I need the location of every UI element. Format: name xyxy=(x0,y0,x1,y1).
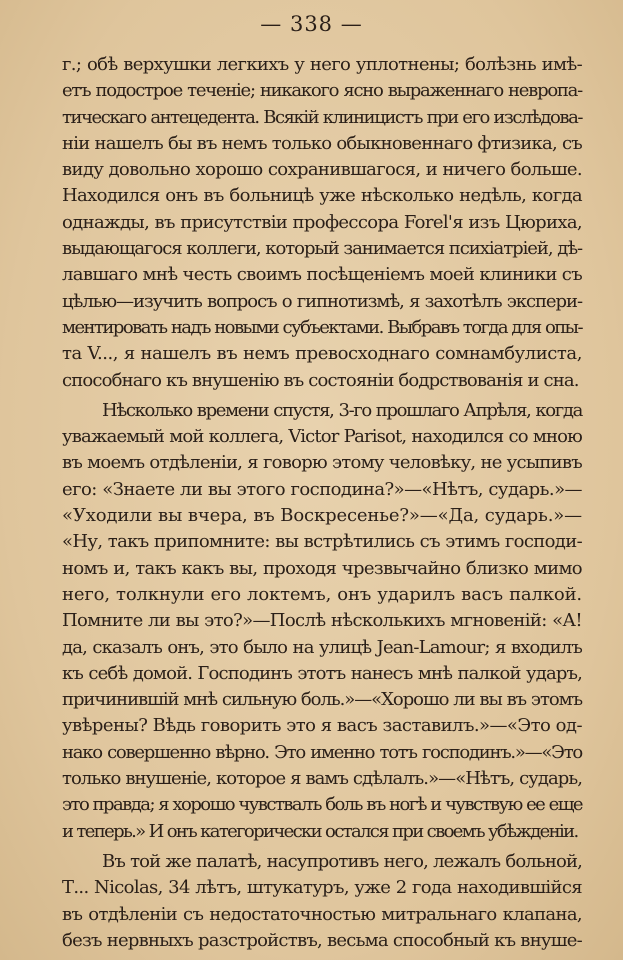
text-line: цѣлью—изучить вопросъ о гипнотизмѣ, я захотѣлъ экспери- xyxy=(62,290,582,312)
text-line: Находился онъ въ больницѣ уже нѣсколько недѣль, когда xyxy=(62,185,582,207)
text-line: его: «Знаете ли вы этого господина?»—«Нѣтъ, сударь.»— xyxy=(62,478,582,500)
text-line: въ отдѣленіи съ недостаточностью митральнаго клапана, xyxy=(62,903,582,925)
text-line: это правда; я хорошо чувствалъ боль въ ногѣ и чувствую ее еще xyxy=(62,794,582,816)
page-number: — 338 — xyxy=(260,12,363,36)
body-text xyxy=(62,52,582,954)
text-line: него, толкнули его локтемъ, онъ ударилъ васъ палкой. xyxy=(62,583,582,605)
text-line: ніи нашелъ бы въ немъ только обыкновеннаго фтизика, съ xyxy=(62,132,582,154)
text-line: «Уходили вы вчера, въ Воскресенье?»—«Да, сударь.»— xyxy=(62,505,582,527)
text-line: въ моемъ отдѣленіи, я говорю этому человѣку, не усыпивъ xyxy=(62,452,582,474)
text-line: да, сказалъ онъ, это было на улицѣ Jean-Lamour; я входилъ xyxy=(62,636,582,658)
text-line: нако совершенно вѣрно. Это именно тотъ господинъ.»—«Это xyxy=(62,741,582,763)
text-line: только внушеніе, которое я вамъ сдѣлалъ.»—«Нѣтъ, сударь, xyxy=(62,768,582,790)
text-line: выдающагося коллеги, который занимается психіатріей, дѣ- xyxy=(62,238,583,260)
text-line: «Ну, такъ припомните: вы встрѣтились съ этимъ господи- xyxy=(62,531,582,553)
text-line: Т... Nicolas, 34 лѣтъ, штукатуръ, уже 2 года находившійся xyxy=(62,877,582,899)
text-line: тическаго антецедента. Всякій клиницистъ при его изслѣдова- xyxy=(62,106,582,128)
text-line: увѣрены? Вѣдь говорить это я васъ заставилъ.»—«Это од- xyxy=(62,715,582,737)
paragraph-start-line: Въ той же палатѣ, насупротивъ него, лежалъ больной, xyxy=(102,850,582,872)
text-line: къ себѣ домой. Господинъ этотъ нанесъ мнѣ палкой ударъ, xyxy=(62,662,582,684)
text-line: г.; обѣ верхушки легкихъ у него уплотнены; болѣзнь имѣ- xyxy=(62,54,582,75)
text-line: виду довольно хорошо сохранившагося, и ничего больше. xyxy=(62,159,582,181)
text-line: етъ подострое теченіе; никакого ясно выраженнаго невропа- xyxy=(62,80,582,102)
text-line: причинившій мнѣ сильную боль.»—«Хорошо ли вы въ этомъ xyxy=(62,689,582,711)
text-line: та V..., я нашелъ въ немъ превосходнаго сомнамбулиста, xyxy=(62,343,582,365)
text-line: безъ нервныхъ разстройствъ, весьма способный къ внуше- xyxy=(62,929,582,951)
text-line: номъ и, такъ какъ вы, проходя чрезвычайно близко мимо xyxy=(62,557,582,579)
text-line: лавшаго мнѣ честь своимъ посѣщеніемъ моей клиники съ xyxy=(62,264,582,286)
text-line: и теперь.» И онъ категорически остался при своемъ убѣжденіи. xyxy=(62,820,578,842)
text-line: ментировать надъ новыми субъектами. Выбравъ тогда для опы- xyxy=(62,316,582,338)
text-line: однажды, въ присутствіи профессора Forel'я изъ Цюриха, xyxy=(62,211,582,233)
paragraph-start-line: Нѣсколько времени спустя, 3-го прошлаго Апрѣля, когда xyxy=(102,399,582,421)
text-line: уважаемый мой коллега, Victor Parisot, находился со мною xyxy=(62,426,582,448)
text-line: Помните ли вы это?»—Послѣ нѣсколькихъ мгновеній: «А! xyxy=(62,610,582,632)
text-line: способнаго къ внушенію въ состояніи бодрствованія и сна. xyxy=(62,369,579,391)
